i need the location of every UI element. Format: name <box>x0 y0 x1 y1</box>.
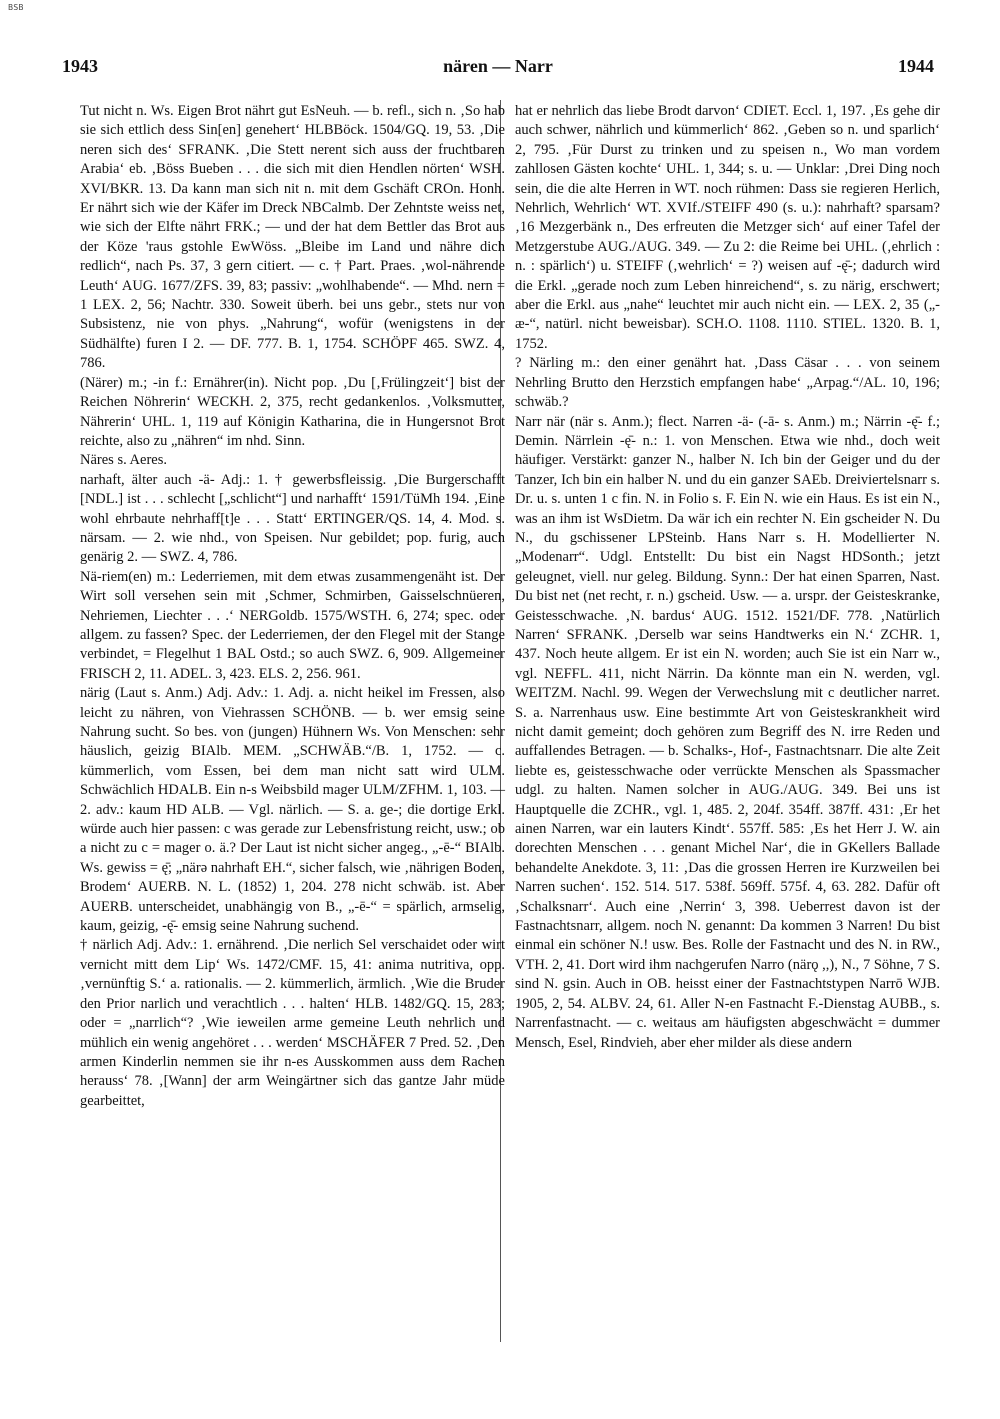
right-column <box>515 102 940 1053</box>
entry-naerer: (Närer) m.; -in f.: Ernährer(in). Nicht pop. ‚Du [‚Frülingzeit‘] bist der Reichen Nöhrerin‘ WECKH. 2, 375, recht gedankenlos. ‚Volksmutter, Nährerin‘ UHL. 1, 119 auf Königin Katharina, die in Hungersnot Brot reichte, also zu „nähren“ im nhd. Sinn. <box>80 374 505 449</box>
entry-naeres: Näres s. Aeres. <box>80 452 167 469</box>
page-title: nären — Narr <box>443 56 553 76</box>
entry-naerling: ? Närling m.: den einer genährt hat. ‚Dass Cäsar . . . von seinem Nehrling Brutto den Herzstich empfangen habe‘ „Arpag.“/AL. 10, 196; schwäb.? <box>515 355 940 411</box>
column-number-left: 1943 <box>62 56 98 76</box>
entry-naerlich: † närlich Adj. Adv.: 1. ernährend. ‚Die nerlich Sel verschaidet oder wirt vernicht mitt dem Lip‘ Ws. 1472/CMF. 15, 41: anima nutritiva, opp. ‚vernünftig S.‘ a. rationalis. — 2. kümmerlich, ärmlich. ‚Wie die Bruder den Prior narlich und verachtlich . . . halten‘ HLB. 1482/GQ. 15, 283; oder = „narrlich“? ‚Wie ieweilen arme gemeine Leuth nehrlich und mühlich ein wenig angehöret . . . werden‘ MSCHÄFER 7 Pred. 52. ‚Den armen Kinderlin nemmen sie ihr n-es Ausskommen auss dem Rachen herauss‘ 78. ‚[Wann] der arm Weingärtner sich das gantze Jahr müde gearbeittet, <box>80 937 505 1109</box>
left-column <box>80 102 505 1111</box>
entry-naerlich-cont: hat er nehrlich das liebe Brodt darvon‘ CDIET. Eccl. 1, 197. ‚Es gehe dir auch schwer, nährlich und kümmerlich‘ 862. ‚Geben so n. und sparlich‘ 2, 795. ‚Für Durst zu trinken und zu speisen n., Wo man vordem zahllosen Gästen kochte‘ UHL. 1, 344; s. u. — Unklar: ‚Drei Ding noch sein, die die alte Herren in WT. noch rühmen: Dass sie regieren Herlich, Nehrlich, Wehrlich‘ WT. XVIf./STEIFF 490 (s. u.): nahrhaft? sparsam? ‚16 Mezgerbänk n., Des erfreuten die Metzger sich‘ auf einer Tafel der Metzgerstube AUG./AUG. 349. — Zu 2: die Reime bei UHL. (‚ehrlich : n. : spärlich‘) u. STEIFF (‚wehrlich‘ = ?) weisen auf -ę̄-; dadurch wird die Erkl. „gerade noch zum Leben hinreichend“, s. zu närig, erschwert; aber die Erkl. aus „nahe“ leuchtet mir auch nicht ein. — LEX. 2, 35 („-æ-“, natürl. nicht beweisbar). SCH.O. 1108. 1110. STIEL. 1320. B. 1, 1752. <box>515 103 940 352</box>
library-watermark: BSB <box>8 3 24 12</box>
entry-narr: Narr när (när s. Anm.); flect. Narren -ä- (-ā- s. Anm.) m.; Närrin -ę̄- f.; Demin. Närrlein -ę̄- n.: 1. von Menschen. Etwa wie nhd., doch weit häufiger. Verstärkt: ganzer N., halber N. Ich bin der Geiger und du der Tanzer, Ich bin ein halber N. und du ein ganzer SAEb. Dreiviertelsnarr s. Dr. u. s. unten 1 c fin. N. in Folio s. F. Ein N. wie ein Haus. Es ist ein N., was an ihm ist WsDietm. Da wär ich ein rechter N. Ein gscheider N. Du N., du gschissener LPSteinb. Hans Narr s. H. Modellierter N. „Modenarr“. Udgl. Entstellt: Du bist ein Nagst HDSonth.; jetzt geleugnet, viell. nur geleg. Bildung. Synn.: Der hat einen Sparren, Nast. Du bist net (net recht, r. n.) gscheid. Usw. — a. urspr. der Geisteskranke, Geistesschwache. ‚N. bardus‘ AUG. 1512. 1521/DF. 778. ‚Natürlich Narren‘ SFRANK. ‚Derselb war seins Handtwerks ein N.‘ ZCHR. 1, 437. Noch heute allgem. Er ist ein N. worden; auch Sie ist ein Narr w., vgl. NEFFL. 411, nicht Närrin. Da könnte man ein N. werden, vgl. WEITZM. Nachl. 99. Wegen der Verwechslung mit c deutlicher narret. S. a. Narrenhaus usw. Eine bestimmte Art von Geisteskrankheit wird nicht damit gemeint; doch gehören zum Begriff des N. irre Reden und auffallendes Betragen. — b. Schalks-, Hof-, Fastnachtsnarr. Die alte Zeit liebte es, geistesschwache oder verrückte Menschen als Spassmacher udgl. zu halten. Namen solcher in AUG./AUG. 349. Bei uns ist Hauptquelle die ZCHR., vgl. 1, 485. 2, 204f. 354ff. 387ff. 431: ‚Er het ainen Narren, war ein lauters Kindt‘. 557ff. 585: ‚Es het Herr J. W. ain dorechten Menschen . . . genant Michel Nar‘, die in GKellers Ballade behandelte Anekdote. 3, 11: ‚Das die grossen Herren ire Kurzweilen bei Narren suchen‘. 152. 514. 517. 538f. 569ff. 575f. 4, 63. 282. Dafür oft ‚Schalksnarr‘. Auch eine ‚Nerrin‘ 3, 398. Ueberrest davon ist der Fastnachtsnarr, allgem. noch N. genannt: Da kommen 3 Narren! Du bist einmal ein schöner N.! usw. Bes. Rolle der Fastnacht und des N. in RW., VTH. 2, 41. Dort wird ihm nachgerufen Narro (närǫ ,,), N., 7 Söhne, 7 S. sind N. gsin. Auch in OB. heisst einer der Fastnachtstypen Narrō WJB. 1905, 2, 54. ALBV. 24, 61. Aller N-en Fastnacht F.-Dienstag AUBB., s. Narrenfastnacht. — c. weitaus am häufigsten abgeschwächt = dummer Mensch, Esel, Rindvieh, aber eher milder als diese andern <box>515 413 940 1051</box>
entry-naeriemen: Nä-riem(en) m.: Lederriemen, mit dem etwas zusammengenäht ist. Der Wirt soll versehen sein mit ‚Schmer, Schmirben, Gaisselschnüeren, Nehriemen, Liechter . . .‘ NERGoldb. 1575/WSTH. 6, 274; spec. oder allgem. zu fassen? Spec. der Lederriemen, der den Flegel mit der Stange verbindet, = Flegelhut 1 BAL Ostd.; so auch SWZ. 6, 909. Allgemeiner FRISCH 2, 11. ADEL. 3, 423. ELS. 2, 256. 961. <box>80 568 505 682</box>
column-number-right: 1944 <box>898 56 934 76</box>
entry-naerig: närig (Laut s. Anm.) Adj. Adv.: 1. Adj. a. nicht heikel im Fressen, also leicht zu nähren, von Viehrassen SCHÖNB. — b. wer emsig seine Nahrung sucht. So bes. von (jungen) Hühnern Ws. Von Menschen: sehr häuslich, geizig BIAlb. MEM. „SCHWÄB.“/B. 1, 1752. — c. kümmerlich, vom Essen, bei dem man nicht satt wird ULM. Schwächlich HDALB. Ein n-s Weibsbild mager ULM/ZFHM. 1, 103. — 2. adv.: kaum HD ALB. — Vgl. närlich. — S. a. ge-; die dortige Erkl. würde auch hier passen: c was gerade zur Lebensfristung reicht, usw.; ob a nicht zu c = mager o. ä.? Der Laut ist nicht sicher angeg., „-ē-“ BIAlb. Ws. gewiss = ę̄; „närə nahrhaft EH.“, sicher falsch, wie ‚nährigen Boden, Brodem‘ AUERB. N. L. (1852) 1, 204. 278 nicht schwäb. ist. Aber AUERB. unterscheidet, unabhängig von B., „-ē-“ = spärlich, armselig, kaum, geizig, -ę̄- emsig seine Nahrung suchend. <box>80 685 505 935</box>
page-header <box>62 56 934 82</box>
entry-narhaft: narhaft, älter auch -ä- Adj.: 1. † gewerbsfleissig. ‚Die Burgerschafft [NDL.] ist . . . schlecht [„schlicht“] und narhafft‘ 1591/TüMh 194. ‚Eine wohl ehrbaute nehrhaff[t]e . . . Statt‘ ERTINGER/QS. 14, 4. Mod. s. närsam. — 2. wie nhd., von Speisen. Nur gebildet; pop. furig, auch genärig 2. — SWZ. 4, 786. <box>80 471 505 566</box>
entry-naeren-cont: Tut nicht n. Ws. Eigen Brot nährt gut EsNeuh. — b. refl., sich n. ‚So hab sie sich ettlich dess Sin[en] genehert‘ HLBBöck. 1504/GQ. 19, 53. ‚Die neren sich des‘ SFRANK. ‚Die Stett nerent sich auss der fruchtbaren Arabia‘ eb. ‚Böss Bueben . . . die sich mit dien Hendlen nörten‘ WSH. XVI/BKR. 13. Da kann man sich nit n. mit dem Gschäft CROn. Honh. Er nährt sich wie der Käfer im Dreck NBCalmb. Der Zehntste weiss net, wie sich der Elfte nährt FRK.; — und der hat dem Bettler das Brot aus der Köze 'raus gstohle EwWöss. „Bleibe im Land und nähre dich redlich“, nach Ps. 37, 3 gern citiert. — c. † Part. Praes. ‚wol-nährende Leuth‘ AUG. 1677/ZFS. 39, 83; passiv: „wohlhabende“. — Mhd. nern = 1 LEX. 2, 56; Nachtr. 330. Soweit überh. bei uns gebr., stets nur von Subsistenz, nie von phys. „Nahrung“, wofür (wenigstens in der Südhälfte) furen I 2. — DF. 777. B. 1, 1754. SCHÖPF 465. SWZ. 4, 786. <box>80 103 505 372</box>
